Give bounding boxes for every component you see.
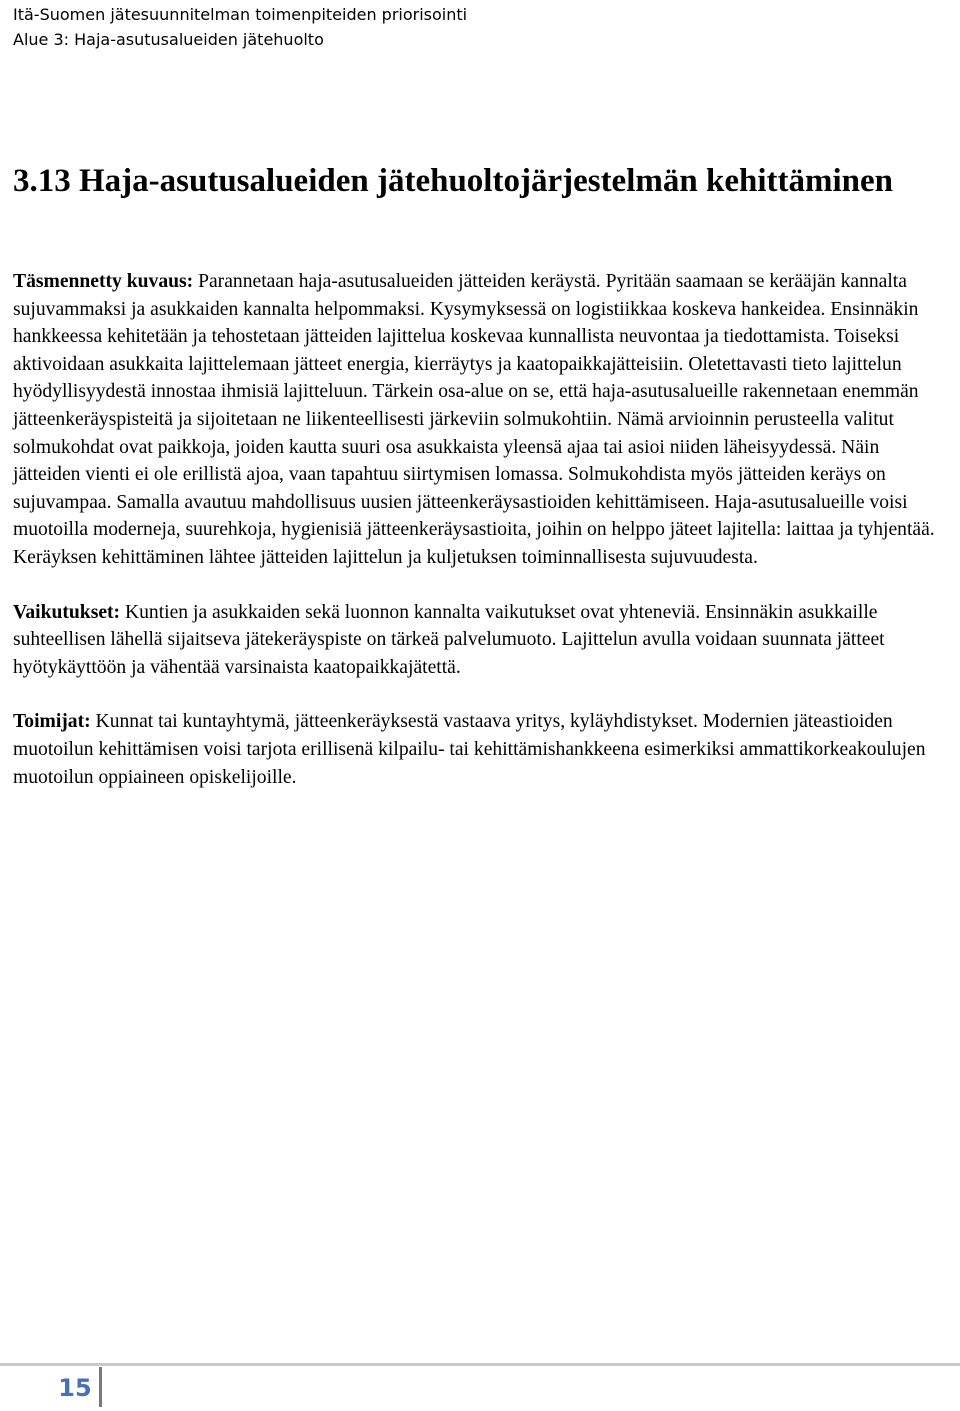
section-heading: 3.13 Haja-asutusalueiden jätehuoltojärjestelmän kehittäminen [13,163,893,199]
header-area-title: Alue 3: Haja-asutusalueiden jätehuolto [13,30,324,49]
page-number-divider [99,1367,102,1407]
description-label: Täsmennetty kuvaus: [13,271,194,292]
effects-text: Kuntien ja asukkaiden sekä luonnon kannalta vaikutukset ovat yhteneviä. Ensinnäkin asukkaille suhteellisen lähellä sijaitseva jätekeräyspiste on tärkeä palvelumuoto. Lajittelun avulla voidaan suunnata jätteet hyötykäyttöön ja vähentää varsinaista kaatopaikkajätettä. [13,601,885,678]
header-document-title: Itä-Suomen jätesuunnitelman toimenpiteiden priorisointi [13,5,468,24]
description-paragraph [13,268,948,572]
section-body [13,268,948,791]
description-text: Parannetaan haja-asutusalueiden jätteiden keräystä. Pyritään saamaan se kerääjän kannalta sujuvammaksi ja asukkaiden kannalta helpommaksi. Kysymyksessä on logistiikkaa koskeva hankeidea. Ensinnäkin hankkeessa kehitetään ja tehostetaan jätteiden lajittelua koskevaa kunnallista neuvontaa ja tiedottamista. Toiseksi aktivoidaan asukkaita lajittelemaan jätteet energia, kierräytys ja kaatopaikkajätteisiin. Oletettavasti tieto lajittelun hyödyllisyydestä innostaa ihmisiä lajitteluun. Tärkein osa-alue on se, että haja-asutusalueille rakennetaan enemmän jätteenkeräyspisteitä ja sijoitetaan ne liikenteellisesti järkeviin solmukohtiin. Nämä arvioinnin perusteella valitut solmukohdat ovat paikkoja, joiden kautta suuri osa asukkaista yleensä ajaa tai asioi niiden läheisyydessä. Näin jätteiden vienti ei ole erillistä ajoa, vaan tapahtuu siirtymisen lomassa. Solmukohdista myös jätteiden keräys on sujuvampaa. Samalla avautuu mahdollisuus uusien jätteenkeräysastioiden kehittämiseen. Haja-asutusalueille voisi muotoilla moderneja, suurehkoja, hygienisiä jätteenkeräysastioita, joihin on helppo jäteet lajitella: laittaa ja tyhjentää. Keräyksen kehittäminen lähtee jätteiden lajittelun ja kuljetuksen toiminnallisesta sujuvuudesta. [13,271,935,568]
actors-paragraph [13,708,948,791]
actors-label: Toimijat: [13,711,91,733]
footer-divider [0,1363,960,1366]
effects-label: Vaikutukset: [13,601,121,623]
running-header [13,2,467,52]
actors-text: Kunnat tai kuntayhtymä, jätteenkeräyksestä vastaava yritys, kyläyhdistykset. Modernien jäteastioiden muotoilun kehittämisen voisi tarjota erillisenä kilpailu- tai kehittämishankkeena esimerkiksi ammattikorkeakoulujen muotoilun oppiaineen opiskelijoille. [13,711,926,788]
page-number: 15 [58,1374,92,1402]
effects-paragraph [13,599,948,682]
